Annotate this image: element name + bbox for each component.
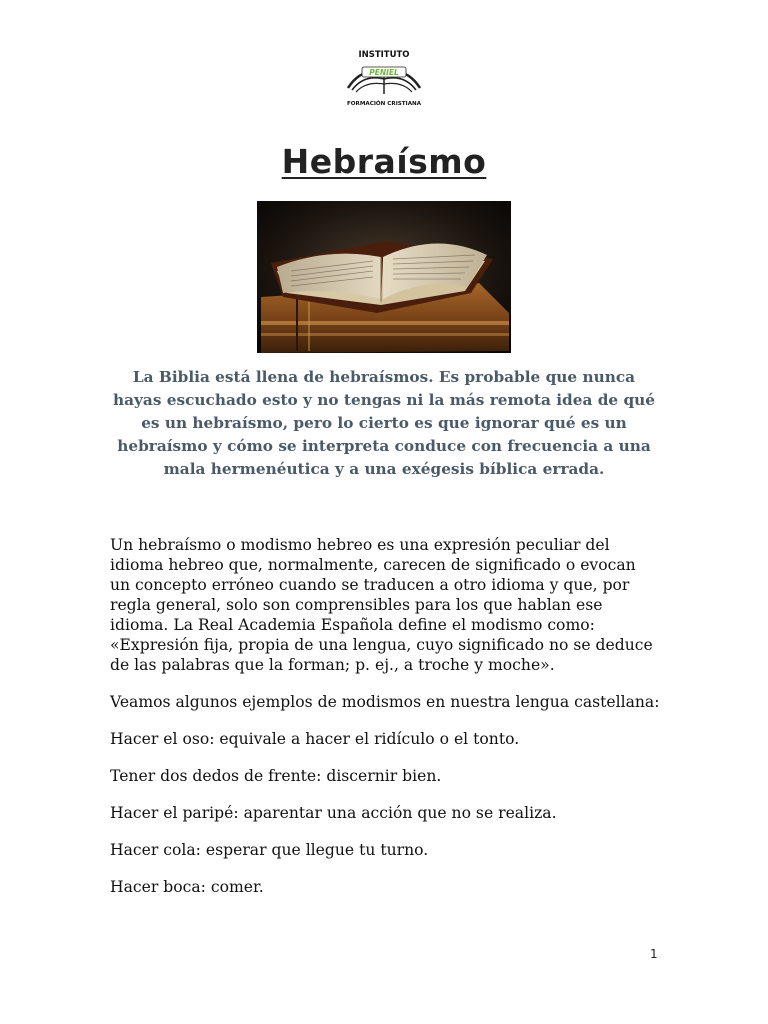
bible-photo [257, 201, 511, 353]
example-item: Hacer el oso: equivale a hacer el ridículo o el tonto. [110, 730, 520, 748]
page-title-text: Hebraísmo [281, 142, 487, 181]
article-body [110, 535, 660, 914]
institute-logo [340, 44, 428, 108]
open-bible-on-closed-book-icon [257, 201, 511, 353]
logo-line-2: PENIEL [369, 68, 399, 77]
logo-emblem [340, 44, 428, 108]
logo-line-3: FORMACIÓN CRISTIANA [346, 101, 422, 107]
paragraph-examples-intro: Veamos algunos ejemplos de modismos en nuestra lengua castellana: [110, 693, 660, 711]
paragraph-definition: Un hebraísmo o modismo hebreo es una expresión peculiar del idioma hebreo que, normalmente, carecen de significado o evocan un concepto erróneo cuando se traducen a otro idioma y que, por regla general, solo son comprensibles para los que hablan ese idioma. La Real Academia Española define el modismo como: «Expresión fija, propia de una lengua, cuyo significado no se deduce de las palabras que la forman; p. ej., a troche y moche». [110, 536, 653, 674]
example-item: Tener dos dedos de frente: discernir bien. [110, 767, 442, 785]
example-item: Hacer boca: comer. [110, 878, 264, 896]
logo-line-1: INSTITUTO [358, 50, 410, 60]
intro-summary: La Biblia está llena de hebraísmos. Es probable que nunca hayas escuchado esto y no tengas ni la más remota idea de qué es un hebraísmo, pero lo cierto es que ignorar qué es un hebraísmo y cómo se interpreta conduce con frecuencia a una mala hermenéutica y a una exégesis bíblica errada. [113, 368, 655, 478]
page-title [0, 142, 768, 181]
example-item: Hacer cola: esperar que llegue tu turno. [110, 841, 429, 859]
page-number: 1 [650, 947, 658, 961]
example-item: Hacer el paripé: aparentar una acción que no se realiza. [110, 804, 557, 822]
